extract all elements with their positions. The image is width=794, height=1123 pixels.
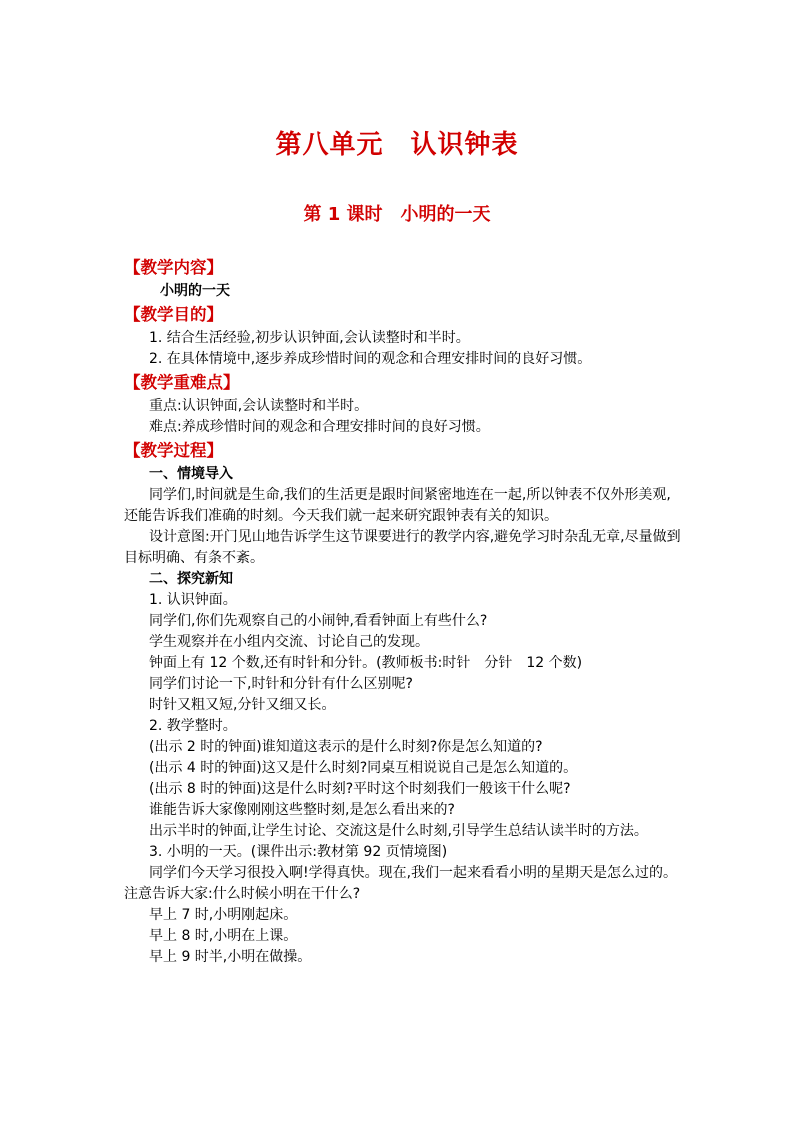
process-line: (出示 4 时的钟面)这又是什么时刻?同桌互相说说自己是怎么知道的。 [149, 760, 578, 776]
objective-line: 2. 在具体情境中,逐步养成珍惜时间的观念和合理安排时间的良好习惯。 [149, 351, 592, 367]
unit-title: 第八单元 认识钟表 [275, 130, 519, 160]
section-heading-objectives: 【教学目的】 [124, 305, 223, 324]
process-line: 同学们讨论一下,时针和分针有什么区别呢? [149, 676, 413, 692]
section-heading-process: 【教学过程】 [124, 441, 223, 460]
process-line: 学生观察并在小组内交流、讨论自己的发现。 [149, 634, 429, 650]
section-heading-content: 【教学内容】 [124, 258, 223, 277]
process-line: 钟面上有 12 个数,还有时针和分针。(教师板书:时针 分针 12 个数) [149, 655, 583, 671]
process-line: 1. 认识钟面。 [149, 592, 237, 608]
key-point-line: 重点:认识钟面,会认读整时和半时。 [149, 398, 369, 414]
process-paragraph: 同学们今天学习很投入啊!学得真快。现在,我们一起来看看小明的星期天是怎么过的。注意告诉大家:什么时候小明在干什么? [124, 865, 678, 902]
process-line: 早上 8 时,小明在上课。 [149, 928, 298, 944]
key-point-line: 难点:养成珍惜时间的观念和合理安排时间的良好习惯。 [149, 419, 490, 435]
process-paragraph: 出示半时的钟面,让学生讨论、交流这是什么时刻,引导学生总结认读半时的方法。 [149, 823, 648, 839]
content-line: 小明的一天 [160, 283, 230, 299]
process-line: (出示 2 时的钟面)谁知道这表示的是什么时刻?你是怎么知道的? [149, 739, 543, 755]
process-line: 时针又粗又短,分针又细又长。 [149, 697, 336, 713]
process-paragraph: 设计意图:开门见山地告诉学生这节课要进行的教学内容,避免学习时杂乱无章,尽量做到目标明确、有条不紊。 [124, 529, 681, 566]
document-body [124, 255, 684, 968]
process-line: 早上 7 时,小明刚起床。 [149, 907, 298, 923]
process-line: 谁能告诉大家像刚刚这些整时刻,是怎么看出来的? [149, 802, 455, 818]
process-line: 同学们,你们先观察自己的小闹钟,看看钟面上有些什么? [149, 613, 488, 629]
process-line: 早上 9 时半,小明在做操。 [149, 949, 312, 965]
section-heading-key-points: 【教学重难点】 [124, 373, 240, 392]
process-line: 2. 教学整时。 [149, 718, 237, 734]
process-part2-title: 二、探究新知 [149, 571, 233, 587]
process-part1-title: 一、情境导入 [149, 466, 233, 482]
process-paragraph: 同学们,时间就是生命,我们的生活更是跟时间紧密地连在一起,所以钟表不仅外形美观,还能告诉我们准确的时刻。今天我们就一起来研究跟钟表有关的知识。 [124, 487, 671, 524]
process-line: 3. 小明的一天。(课件出示:教材第 92 页情境图) [149, 844, 448, 860]
lesson-title: 第 1 课时 小明的一天 [303, 204, 491, 225]
objective-line: 1. 结合生活经验,初步认识钟面,会认读整时和半时。 [149, 330, 470, 346]
process-line: (出示 8 时的钟面)这是什么时刻?平时这个时刻我们一般该干什么呢? [149, 781, 571, 797]
